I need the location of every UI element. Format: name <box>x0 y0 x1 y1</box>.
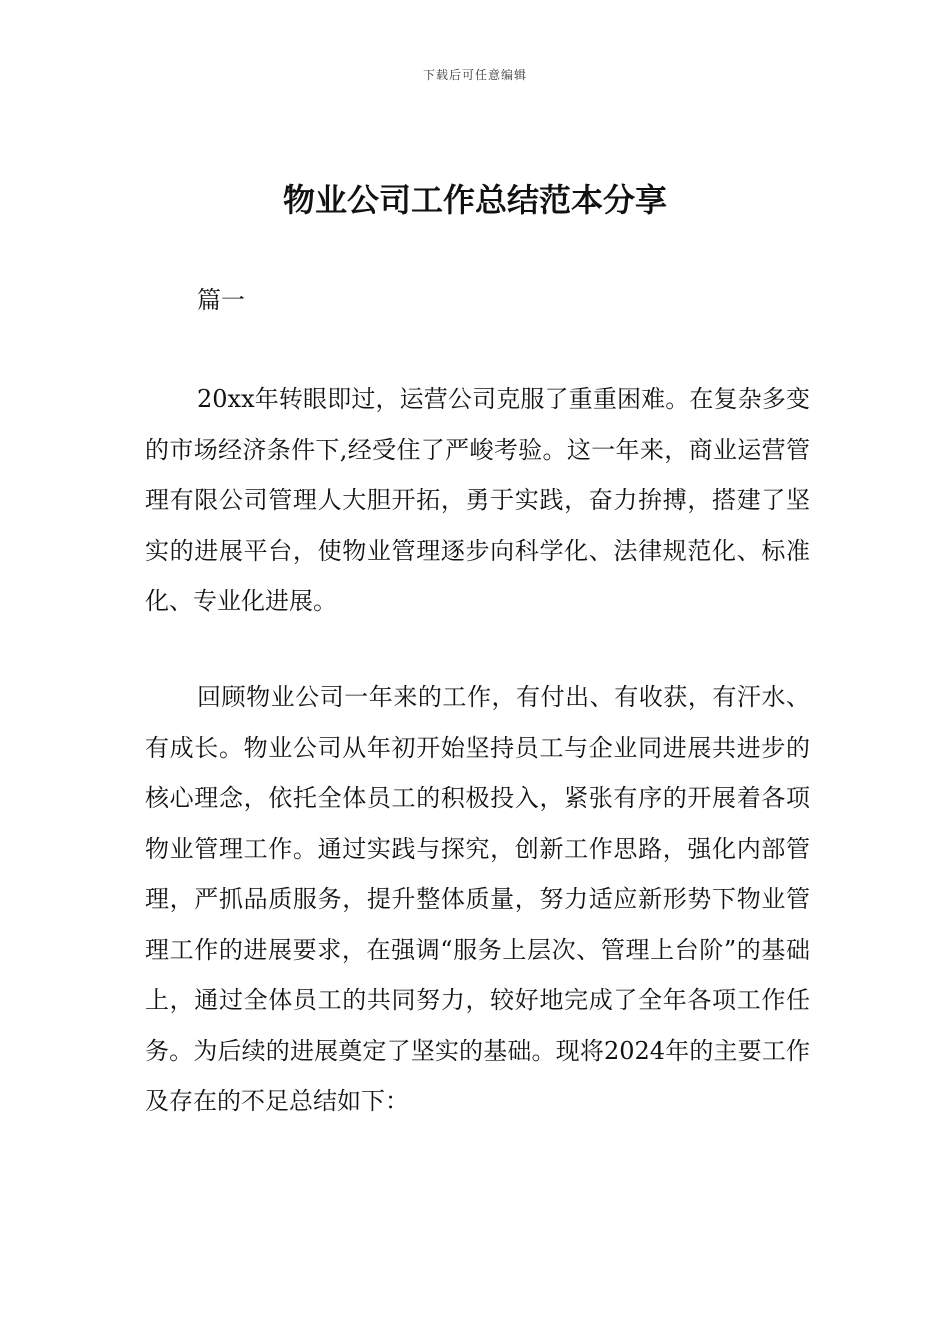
section-label: 篇一 <box>197 286 245 314</box>
body-paragraph: 回顾物业公司一年来的工作，有付出、有收获，有汗水、有成长。物业公司从年初开始坚持员工与企业同进展共进步的核心理念，依托全体员工的积极投入，紧张有序的开展着各项物业管理工作。通过实践与探究，创新工作思路，强化内部管理，严抓品质服务，提升整体质量，努力适应新形势下物业管理工作的进展要求，在强调“服务上层次、管理上台阶”的基础上，通过全体员工的共同努力，较好地完成了全年各项工作任务。为后续的进展奠定了坚实的基础。现将2024年的主要工作及存在的不足总结如下： <box>145 683 810 1115</box>
header-note: 下载后可任意编辑 <box>422 68 527 82</box>
body-paragraph: 20xx年转眼即过，运营公司克服了重重困难。在复杂多变的市场经济条件下,经受住了严峻考验。这一年来，商业运营管理有限公司管理人大胆开拓，勇于实践，奋力拚搏，搭建了坚实的进展平台，使物业管理逐步向科学化、法律规范化、标准化、专业化进展。 <box>145 385 810 615</box>
document-title: 物业公司工作总结范本分享 <box>282 181 667 219</box>
